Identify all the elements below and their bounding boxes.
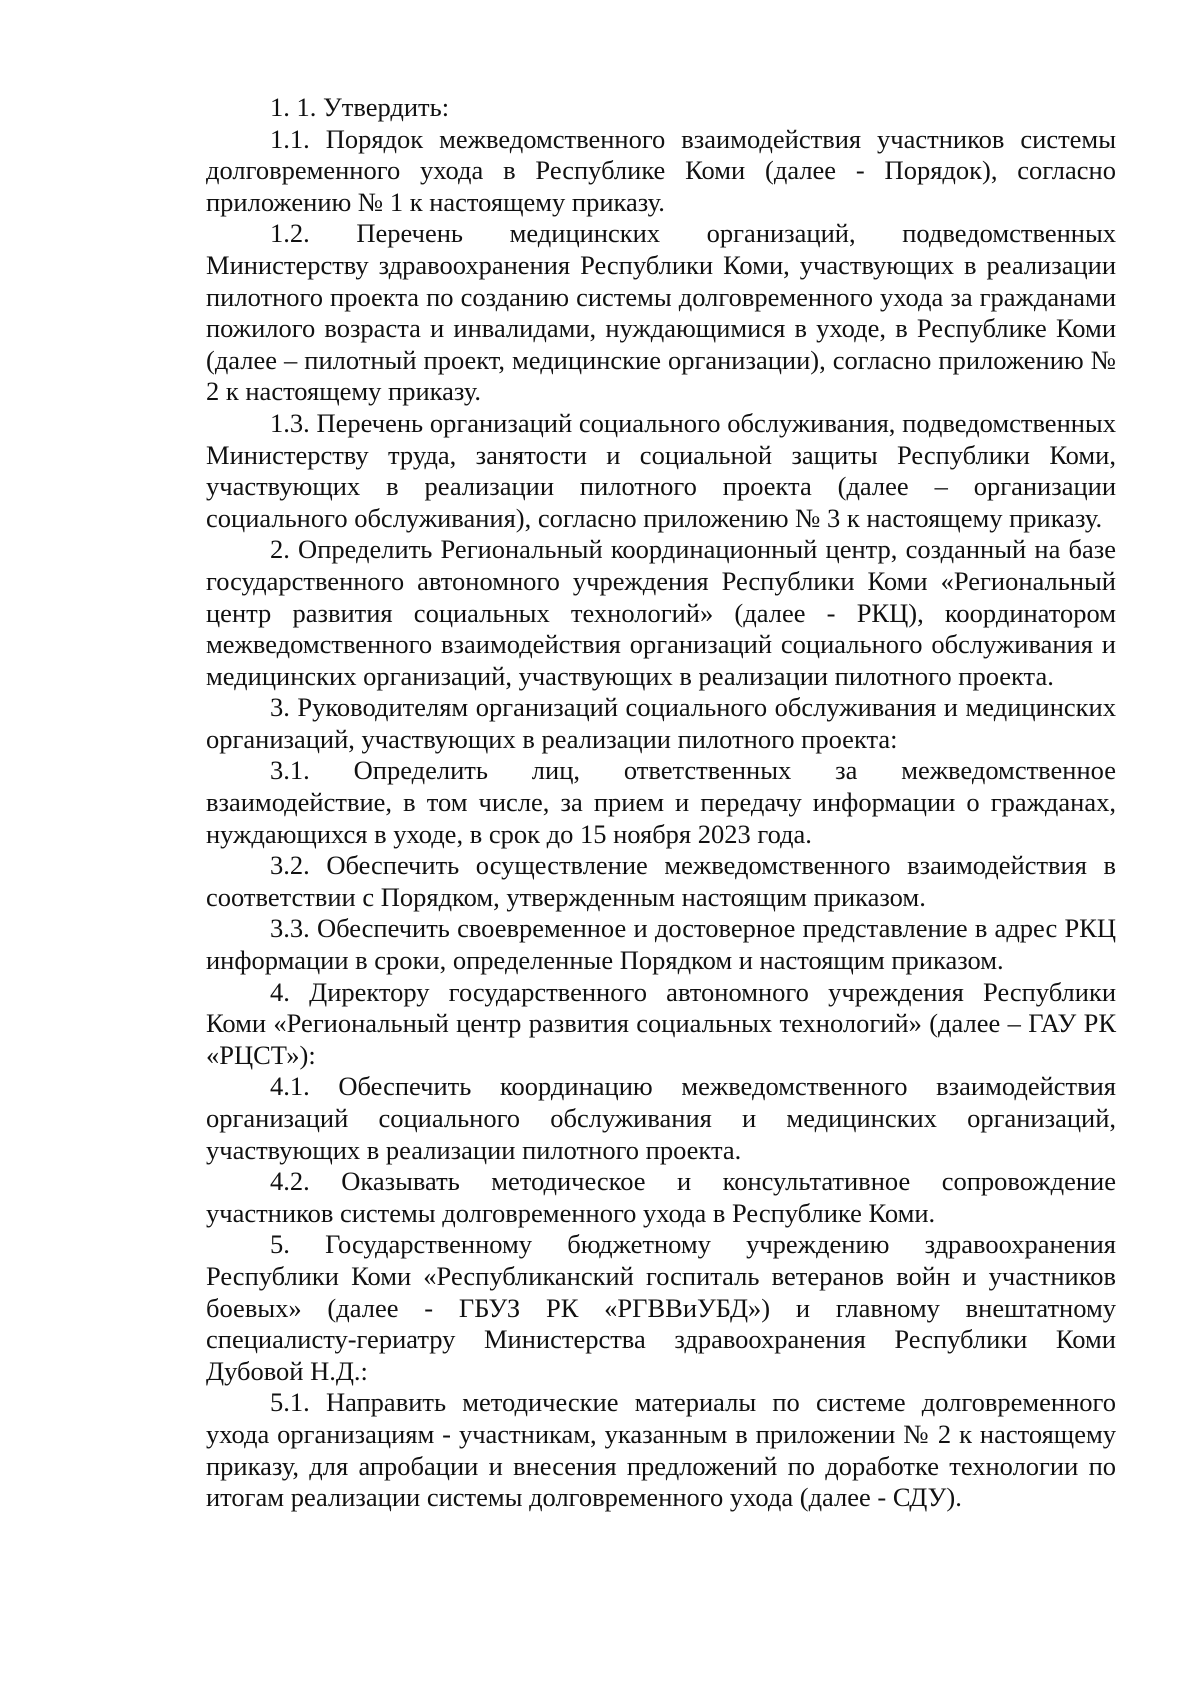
paragraph-4-1: 4.1. Обеспечить координацию межведомственного взаимодействия организаций социального обслуживания и медицинских организаций, участвующих в реализации пилотного проекта. (206, 1071, 1116, 1165)
paragraph-2: 2. Определить Региональный координационный центр, созданный на базе государственного автономного учреждения Республики Коми «Региональный центр развития социальных технологий» (далее - РКЦ), координатором межведомственного взаимодействия организаций социального обслуживания и медицинских организаций, участвующих в реализации пилотного проекта. (206, 534, 1116, 691)
paragraph-1-2: 1.2. Перечень медицинских организаций, подведомственных Министерству здравоохранения Республики Коми, участвующих в реализации пилотного проекта по созданию системы долговременного ухода за гражданами пожилого возраста и инвалидами, нуждающимися в уходе, в Республике Коми (далее – пилотный проект, медицинские организации), согласно приложению № 2 к настоящему приказу. (206, 218, 1116, 407)
paragraph-4-2: 4.2. Оказывать методическое и консультативное сопровождение участников системы долговременного ухода в Республике Коми. (206, 1166, 1116, 1228)
paragraph-5: 5. Государственному бюджетному учреждению здравоохранения Республики Коми «Республиканский госпиталь ветеранов войн и участников боевых» (далее - ГБУЗ РК «РГВВиУБД») и главному внештатному специалисту-гериатру Министерства здравоохранения Республики Коми Дубовой Н.Д.: (206, 1229, 1116, 1386)
paragraph-3-3: 3.3. Обеспечить своевременное и достоверное представление в адрес РКЦ информации в сроки, определенные Порядком и настоящим приказом. (206, 913, 1116, 976)
paragraph-1-1: 1.1. Порядок межведомственного взаимодействия участников системы долговременного ухода в Республике Коми (далее - Порядок), согласно приложению № 1 к настоящему приказу. (206, 123, 1116, 217)
document-body (206, 92, 1116, 1514)
paragraph-3: 3. Руководителям организаций социального обслуживания и медицинских организаций, участвующих в реализации пилотного проекта: (206, 692, 1116, 754)
paragraph-4: 4. Директору государственного автономного учреждения Республики Коми «Региональный центр развития социальных технологий» (далее – ГАУ РК «РЦСТ»): (206, 976, 1116, 1070)
paragraph-3-1: 3.1. Определить лиц, ответственных за межведомственное взаимодействие, в том числе, за прием и передачу информации о гражданах, нуждающихся в уходе, в срок до 15 ноября 2023 года. (206, 755, 1116, 849)
paragraph-1-3: 1.3. Перечень организаций социального обслуживания, подведомственных Министерству труда, занятости и социальной защиты Республики Коми, участвующих в реализации пилотного проекта (далее – организации социального обслуживания), согласно приложению № 3 к настоящему приказу. (206, 407, 1116, 533)
paragraph-1: 1. 1. Утвердить: (270, 92, 450, 122)
paragraph-5-1: 5.1. Направить методические материалы по системе долговременного ухода организациям - участникам, указанным в приложении № 2 к настоящему приказу, для апробации и внесения предложений по доработке технологии по итогам реализации системы долговременного ухода (далее - СДУ). (206, 1387, 1116, 1513)
paragraph-3-2: 3.2. Обеспечить осуществление межведомственного взаимодействия в соответствии с Порядком, утвержденным настоящим приказом. (206, 850, 1116, 912)
